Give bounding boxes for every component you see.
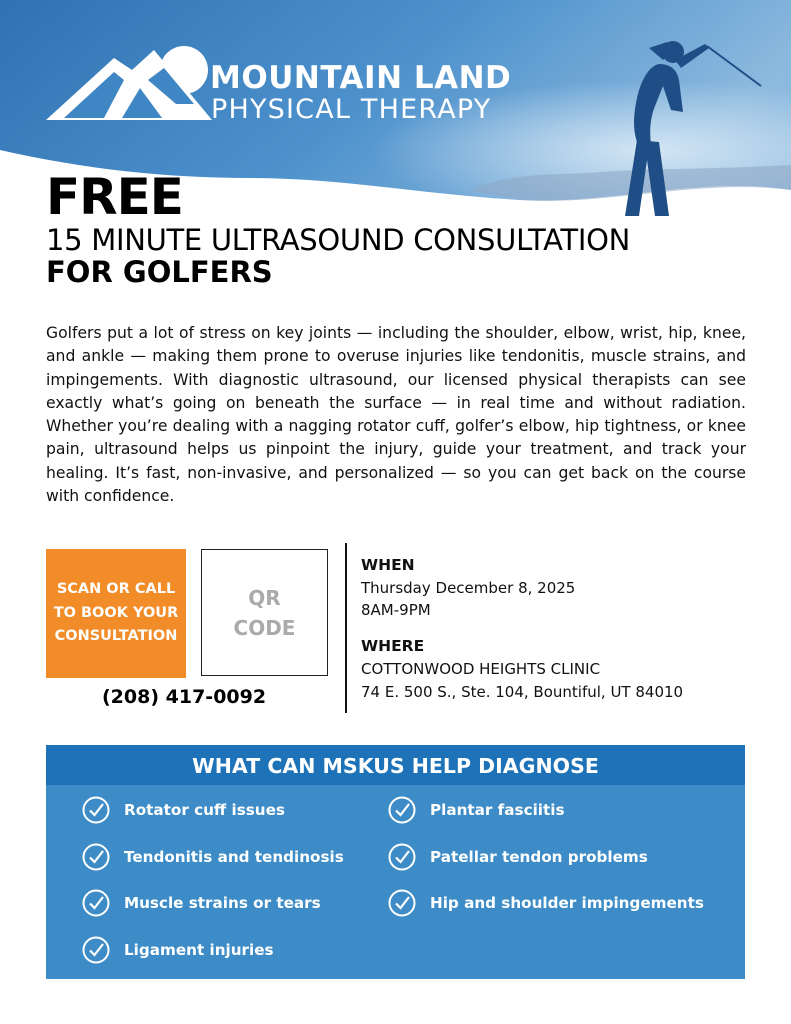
brand-name: MOUNTAIN LAND: [210, 60, 512, 96]
diagnose-item: [82, 935, 274, 965]
qr-code-placeholder[interactable]: [201, 549, 328, 676]
body-paragraph: Golfers put a lot of stress on key joints — including the shoulder, elbow, wrist, hip, knee, and ankle — making them prone to overuse injuries like tendonitis, muscle strains, and impingements. With diagnostic ultrasound, our licensed physical therapists can see exactly what’s going on beneath the surface — in real time and without radiation. Whether you’re dealing with a nagging rotator cuff, golfer’s elbow, hip tightness, or knee pain, ultrasound helps us pinpoint the injury, guide your treatment, and track your healing. It’s fast, non-invasive, and personalized — so you can get back on the course with confidence.: [46, 324, 746, 506]
diagnose-item: [388, 842, 648, 872]
check-circle-icon: [82, 889, 110, 917]
book-consultation-button[interactable]: [46, 549, 186, 678]
diagnose-item: [388, 795, 565, 825]
divider: [345, 543, 347, 713]
mountain-logo-icon: [44, 40, 214, 130]
diagnose-item-label: Rotator cuff issues: [124, 801, 285, 819]
check-circle-icon: [82, 936, 110, 964]
when-label: WHEN: [361, 556, 415, 574]
check-circle-icon: [388, 889, 416, 917]
diagnose-item-label: Tendonitis and tendinosis: [124, 848, 344, 866]
diagnose-item-label: Ligament injuries: [124, 941, 274, 959]
diagnose-item-label: Patellar tendon problems: [430, 848, 648, 866]
where-label: WHERE: [361, 637, 425, 655]
diagnose-item: [82, 842, 344, 872]
diagnose-heading: WHAT CAN MSKUS HELP DIAGNOSE: [46, 745, 745, 785]
qr-code-label: QR CODE: [233, 585, 296, 640]
diagnose-item: [82, 795, 285, 825]
check-circle-icon: [82, 843, 110, 871]
book-consultation-label: SCAN OR CALL TO BOOK YOUR CONSULTATION: [53, 581, 179, 645]
headline-subtitle: 15 MINUTE ULTRASOUND CONSULTATION: [46, 223, 630, 257]
diagnose-item-label: Plantar fasciitis: [430, 801, 565, 819]
brand-subtitle: PHYSICAL THERAPY: [211, 94, 492, 125]
headline-audience: FOR GOLFERS: [46, 255, 273, 289]
event-time: 8AM-9PM: [361, 601, 431, 619]
location-name: COTTONWOOD HEIGHTS CLINIC: [361, 660, 601, 678]
diagnose-item-label: Muscle strains or tears: [124, 894, 321, 912]
location-address: 74 E. 500 S., Ste. 104, Bountiful, UT 84010: [361, 683, 684, 701]
golfer-silhouette-icon: [585, 20, 775, 220]
phone-number[interactable]: (208) 417-0092: [102, 686, 267, 708]
event-date: Thursday December 8, 2025: [361, 579, 576, 597]
check-circle-icon: [388, 843, 416, 871]
check-circle-icon: [388, 796, 416, 824]
diagnose-item: [388, 888, 704, 918]
diagnose-item: [82, 888, 321, 918]
diagnose-item-label: Hip and shoulder impingements: [430, 894, 704, 912]
check-circle-icon: [82, 796, 110, 824]
headline-free: FREE: [46, 168, 183, 226]
